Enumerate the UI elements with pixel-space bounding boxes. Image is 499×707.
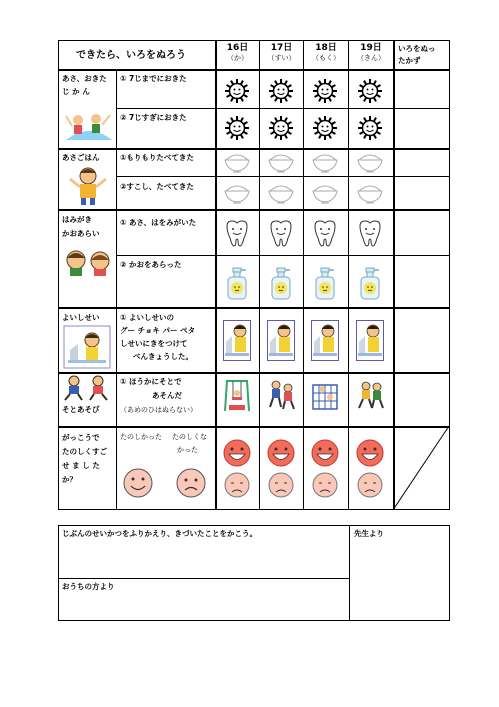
day-date: 16日 <box>226 43 249 53</box>
rice-bowl-icon-some-18[interactable] <box>312 181 338 205</box>
rice-bowl-icon-full-19[interactable] <box>357 150 383 174</box>
grid-line <box>259 40 260 510</box>
sad-face-icon <box>176 468 206 498</box>
grid-line <box>116 255 450 256</box>
day-weekday: （か） <box>227 54 248 62</box>
outdoor-play-icon-16[interactable] <box>223 379 251 412</box>
grid-line <box>348 40 349 510</box>
breakfast-item-1: ①もりもりたべてきた <box>120 153 194 162</box>
studying-child-icon-16[interactable] <box>223 320 251 361</box>
posture-line-4: べんきょうした。 <box>133 352 193 361</box>
teacher-comment-label: 先生より <box>354 529 384 538</box>
sun-icon-wake-late-17[interactable] <box>268 115 294 141</box>
soap-bottle-icon-18[interactable] <box>312 266 338 301</box>
rice-bowl-icon-full-16[interactable] <box>224 150 250 174</box>
grid-line <box>349 525 350 621</box>
breakfast-title: あさごはん <box>62 153 100 162</box>
day-header-18 <box>304 43 348 63</box>
soap-bottle-icon-16[interactable] <box>224 266 250 301</box>
fun-title-line2: たのしくすご <box>62 447 107 456</box>
fun-option-notfun-line1: たのしくな <box>172 433 207 441</box>
rice-bowl-icon-some-16[interactable] <box>224 181 250 205</box>
tooth-icon-16[interactable] <box>224 220 250 248</box>
sad-face-icon-16[interactable] <box>224 472 250 498</box>
wake-item-2: ② 7じすぎにおきた <box>120 113 187 122</box>
fun-option-notfun-line2: かった <box>177 446 198 454</box>
grid-line <box>58 69 450 71</box>
grid-line <box>116 176 450 177</box>
wake-title-line2: じ か ん <box>62 87 90 96</box>
outdoor-play-icon-17[interactable] <box>267 379 295 412</box>
kids-sun-illustration <box>64 106 114 142</box>
play-title: そとあそび <box>62 405 100 414</box>
diagonal-slash <box>393 426 450 510</box>
reflection-area[interactable] <box>60 541 348 577</box>
day-date: 19日 <box>360 43 382 53</box>
grid-line <box>116 69 117 510</box>
posture-title: よいしせい <box>62 313 100 322</box>
grid-line <box>58 372 450 374</box>
reflection-label: じぶんのせいかつをふりかえり、きづいたことをかこう。 <box>62 529 257 538</box>
happy-face-icon <box>123 468 153 498</box>
home-comment-label: おうちの方より <box>62 582 115 591</box>
day-weekday: （すい） <box>267 54 296 62</box>
teeth-item-2: ② かおをあらった <box>120 260 182 269</box>
rice-bowl-icon-full-18[interactable] <box>312 150 338 174</box>
outdoor-play-icon-19[interactable] <box>356 379 384 412</box>
studying-child-icon-18[interactable] <box>311 320 339 361</box>
soap-bottle-icon-19[interactable] <box>357 266 383 301</box>
happy-face-icon-18[interactable] <box>311 439 339 467</box>
day-header-19 <box>349 43 393 63</box>
day-weekday: （きん） <box>357 54 385 62</box>
sad-face-icon-17[interactable] <box>268 472 294 498</box>
studying-child-icon-17[interactable] <box>267 320 295 361</box>
wake-title-line1: あさ、おきた <box>62 74 107 83</box>
sun-icon-wake-early-17[interactable] <box>268 78 294 104</box>
posture-line-2: グー チョキ パー ペタ <box>120 326 196 335</box>
day-header-17 <box>260 43 303 63</box>
table-title: できたら、いろをぬろう <box>76 50 186 61</box>
happy-face-icon-16[interactable] <box>223 439 251 467</box>
grid-line <box>58 148 450 150</box>
happy-face-icon-19[interactable] <box>356 439 384 467</box>
fun-title-line1: がっこうで <box>62 433 100 442</box>
home-comment-area[interactable] <box>60 594 348 620</box>
fun-option-fun: たのしかった <box>120 433 162 441</box>
grid-line <box>215 40 217 510</box>
teeth-title-line2: かおあらい <box>62 229 100 238</box>
sun-icon-wake-late-18[interactable] <box>312 115 338 141</box>
outdoor-play-icon-18[interactable] <box>311 379 339 412</box>
day-date: 17日 <box>270 43 293 53</box>
tooth-icon-17[interactable] <box>268 220 294 248</box>
tooth-icon-19[interactable] <box>357 220 383 248</box>
play-line-2: あそんだ <box>152 391 182 400</box>
children-running-illustration <box>62 375 112 401</box>
rice-bowl-icon-some-19[interactable] <box>357 181 383 205</box>
soap-bottle-icon-17[interactable] <box>268 266 294 301</box>
fun-title-line4: か？ <box>62 475 77 484</box>
teacher-comment-area[interactable] <box>351 541 448 619</box>
breakfast-item-2: ②すこし、たべてきた <box>120 182 194 191</box>
grid-line <box>303 40 304 510</box>
children-brushing-illustration <box>62 248 114 276</box>
teeth-item-1: ① あさ、はをみがいた <box>120 218 197 227</box>
play-line-3: （あめのひはぬらない） <box>120 406 197 414</box>
sun-icon-wake-early-19[interactable] <box>357 78 383 104</box>
rice-bowl-icon-some-17[interactable] <box>268 181 294 205</box>
posture-line-1: ① よいしせいの <box>120 313 174 322</box>
sad-face-icon-19[interactable] <box>357 472 383 498</box>
sad-face-icon-18[interactable] <box>312 472 338 498</box>
count-header-line1: いろをぬっ <box>398 44 436 53</box>
sun-icon-wake-early-18[interactable] <box>312 78 338 104</box>
day-date: 18日 <box>315 43 337 53</box>
day-header-16 <box>216 43 259 63</box>
child-studying-illustration <box>64 326 110 368</box>
fun-title-line3: せ ま し た <box>62 461 100 470</box>
rice-bowl-icon-full-17[interactable] <box>268 150 294 174</box>
grid-line <box>58 426 450 428</box>
play-line-1: ① ほうかにそとで <box>120 377 182 386</box>
child-eating-illustration <box>66 165 110 205</box>
grid-line <box>58 307 450 309</box>
sun-icon-wake-late-19[interactable] <box>357 115 383 141</box>
teeth-title-line1: はみがき <box>62 215 92 224</box>
grid-line <box>58 578 350 579</box>
studying-child-icon-19[interactable] <box>356 320 384 361</box>
day-weekday: （もく） <box>312 54 340 62</box>
grid-line <box>116 108 450 109</box>
posture-line-3: しせいにきをつけて <box>120 339 188 348</box>
sun-icon-wake-late-16[interactable] <box>224 115 250 141</box>
count-header-line2: たかず <box>398 56 421 65</box>
tooth-icon-18[interactable] <box>312 220 338 248</box>
grid-line <box>58 209 450 211</box>
wake-item-1: ① 7じまでにおきた <box>120 74 187 83</box>
happy-face-icon-17[interactable] <box>267 439 295 467</box>
sun-icon-wake-early-16[interactable] <box>224 78 250 104</box>
